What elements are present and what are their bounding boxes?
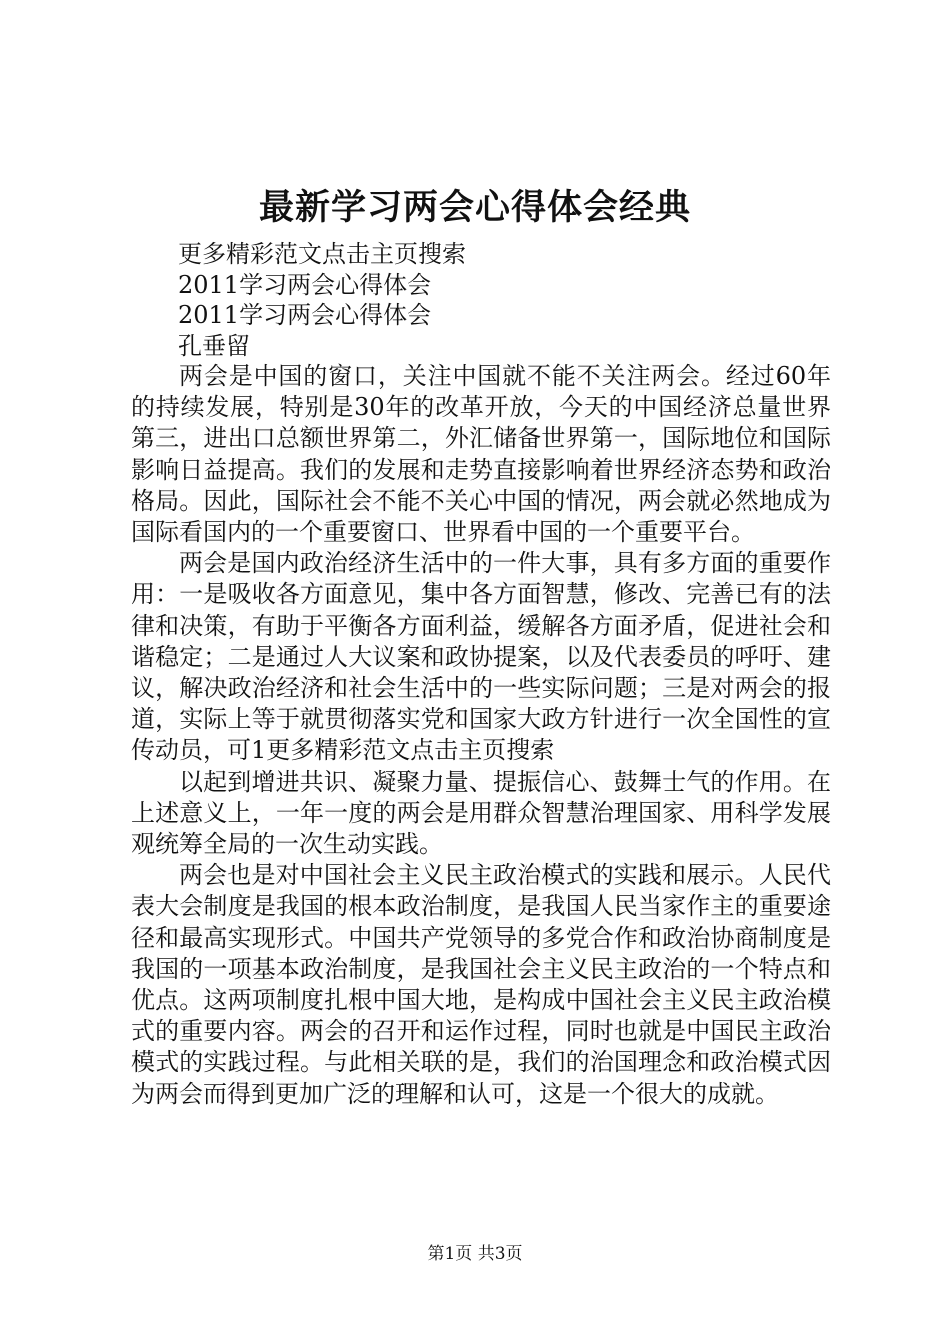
- paragraph: 两会是国内政治经济生活中的一件大事，具有多方面的重要作用：一是吸收各方面意见，集中各方面智慧，修改、完善已有的法律和决策，有助于平衡各方面利益，缓解各方面矛盾，促进社会和谐稳定；二是通过人大议案和政协提案，以及代表委员的呼吁、建议，解决政治经济和社会生活中的一些实际问题；三是对两会的报道，实际上等于就贯彻落实党和国家大政方针进行一次全国性的宣传动员，可1更多精彩范文点击主页搜索: [131, 549, 831, 765]
- article-body: [131, 361, 831, 1110]
- author-name: 孔垂留: [178, 332, 250, 360]
- paragraph: 两会也是对中国社会主义民主政治模式的实践和展示。人民代表大会制度是我国的根本政治制度，是我国人民当家作主的重要途径和最高实现形式。中国共产党领导的多党合作和政治协商制度是我国的一项基本政治制度，是我国社会主义民主政治的一个特点和优点。这两项制度扎根中国大地，是构成中国社会主义民主政治模式的重要内容。两会的召开和运作过程，同时也就是中国民主政治模式的实践过程。与此相关联的是，我们的治国理念和政治模式因为两会而得到更加广泛的理解和认可，这是一个很大的成就。: [131, 861, 831, 1108]
- paragraph: 以起到增进共识、凝聚力量、提振信心、鼓舞士气的作用。在上述意义上，一年一度的两会是用群众智慧治理国家、用科学发展观统筹全局的一次生动实践。: [131, 767, 831, 859]
- promo-line: 更多精彩范文点击主页搜索: [178, 240, 466, 268]
- document-title: 最新学习两会心得体会经典: [258, 187, 691, 228]
- page-footer: 第1页 共3页: [427, 1244, 523, 1264]
- subtitle-line: 2011学习两会心得体会: [178, 271, 432, 299]
- subtitle-line: 2011学习两会心得体会: [178, 301, 432, 329]
- paragraph: 两会是中国的窗口，关注中国就不能不关注两会。经过60年的持续发展，特别是30年的改革开放，今天的中国经济总量世界第三，进出口总额世界第二，外汇储备世界第一，国际地位和国际影响日益提高。我们的发展和走势直接影响着世界经济态势和政治格局。因此，国际社会不能不关心中国的情况，两会就必然地成为国际看国内的一个重要窗口、世界看中国的一个重要平台。: [131, 362, 831, 547]
